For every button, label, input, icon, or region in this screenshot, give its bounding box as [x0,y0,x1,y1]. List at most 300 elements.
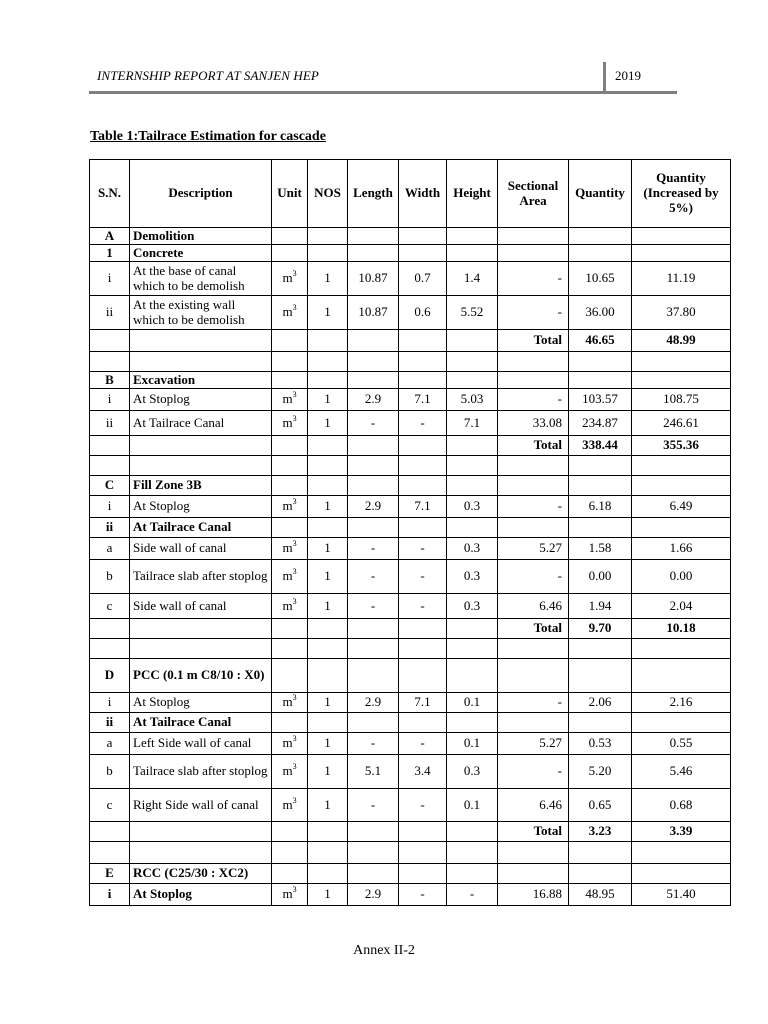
cell-description [130,352,272,372]
cell-description [130,228,272,245]
cell-quantity-increased [632,476,731,496]
cell-description [130,538,272,560]
cell-length-text: - [370,735,376,751]
cell-sectional-area-text: - [557,694,562,710]
cell-unit [272,659,308,693]
cell-description [130,436,272,456]
cell-sectional-area [498,518,569,538]
cell-sn [90,713,130,733]
cell-width [399,755,447,789]
table-row [90,389,731,411]
cell-description-text: At Tailrace Canal [133,714,232,730]
cell-length [348,619,399,639]
cell-sn [90,476,130,496]
cell-width [399,639,447,659]
cell-description-text: Tailrace slab after stoplog [133,763,268,779]
cell-unit [272,842,308,864]
cell-sectional-area [498,884,569,906]
cell-nos-text: 1 [324,540,331,556]
cell-quantity [569,518,632,538]
cell-sn-text: C [104,477,115,493]
cell-quantity-text: 0.00 [588,568,612,584]
table-row [90,864,731,884]
cell-nos [308,538,348,560]
cell-height [447,560,498,594]
column-header-height: Height [447,160,498,228]
cell-height-text: - [469,886,475,902]
cell-sectional-area [498,330,569,352]
cell-sectional-area [498,619,569,639]
cell-width-text: - [420,735,425,751]
cell-unit-text: m [282,414,293,430]
cell-sn-text: E [105,865,114,881]
table-header-row [90,160,731,228]
cell-unit-text: m [282,886,293,902]
unit-superscript: 3 [292,596,297,606]
table-row [90,884,731,906]
cell-unit [272,296,308,330]
cell-quantity-text: 9.70 [588,620,612,636]
cell-height [447,822,498,842]
cell-nos [308,789,348,822]
cell-height [447,436,498,456]
cell-length [348,456,399,476]
cell-nos [308,594,348,619]
cell-nos-text: 1 [324,597,331,613]
cell-length [348,389,399,411]
cell-length [348,842,399,864]
cell-sectional-area-text: Total [533,620,562,636]
cell-quantity-text: 6.18 [588,498,612,514]
column-header-length: Length [348,160,399,228]
cell-sectional-area [498,755,569,789]
cell-nos [308,228,348,245]
cell-unit [272,560,308,594]
cell-unit [272,411,308,436]
cell-quantity-text: 48.95 [585,886,615,902]
cell-sectional-area-text: Total [533,823,562,839]
cell-length [348,411,399,436]
column-header-width: Width [399,160,447,228]
cell-quantity-increased-text: 37.80 [666,304,696,320]
cell-sn [90,456,130,476]
cell-description-text: Right Side wall of canal [133,796,259,812]
cell-sn [90,372,130,389]
table-caption: Table 1:Tailrace Estimation for cascade [90,129,326,144]
cell-height-text: 5.03 [460,391,484,407]
cell-sectional-area [498,411,569,436]
cell-sn [90,884,130,906]
cell-sectional-area-text: Total [533,437,562,453]
cell-description [130,693,272,713]
cell-width-text: - [420,796,425,812]
cell-nos [308,842,348,864]
cell-quantity-text: 234.87 [582,414,618,430]
cell-quantity-increased [632,389,731,411]
cell-nos-text: 1 [324,886,331,902]
cell-width [399,296,447,330]
cell-nos [308,560,348,594]
cell-nos [308,639,348,659]
cell-quantity-increased-text: 2.04 [669,597,693,613]
cell-nos-text: 1 [324,391,331,407]
cell-quantity-increased [632,456,731,476]
cell-quantity [569,594,632,619]
cell-height-text: 1.4 [463,270,481,286]
cell-height [447,733,498,755]
cell-sn-text: B [105,371,114,387]
cell-sn [90,693,130,713]
cell-height [447,713,498,733]
cell-description-text: Concrete [133,244,184,260]
cell-height-text: 0.3 [463,597,481,613]
cell-length [348,755,399,789]
cell-length [348,733,399,755]
cell-sn-text: D [104,667,115,683]
cell-unit-text: m [282,540,293,556]
cell-sectional-area-text: - [557,568,562,584]
cell-quantity-increased [632,352,731,372]
cell-sn [90,619,130,639]
cell-length [348,538,399,560]
cell-height-text: 0.3 [463,540,481,556]
cell-quantity-increased-text: 2.16 [669,694,693,710]
cell-sectional-area [498,352,569,372]
cell-sectional-area [498,389,569,411]
cell-unit [272,755,308,789]
cell-height [447,755,498,789]
cell-description [130,296,272,330]
column-header-nos: NOS [308,160,348,228]
cell-description [130,822,272,842]
table-body [90,228,731,906]
unit-superscript: 3 [292,885,297,895]
cell-sectional-area [498,496,569,518]
cell-quantity-text: 338.44 [582,437,618,453]
cell-nos [308,411,348,436]
cell-sn [90,296,130,330]
cell-nos [308,659,348,693]
cell-quantity-text: 1.94 [588,597,612,613]
cell-quantity [569,733,632,755]
cell-width [399,822,447,842]
cell-length-text: - [370,597,376,613]
cell-sn [90,228,130,245]
cell-quantity [569,538,632,560]
cell-sectional-area [498,789,569,822]
column-header-description: Description [130,160,272,228]
cell-length-text: - [370,414,376,430]
table-row [90,538,731,560]
cell-width [399,560,447,594]
cell-nos [308,296,348,330]
cell-length [348,789,399,822]
cell-sectional-area [498,659,569,693]
cell-nos [308,693,348,713]
cell-unit [272,639,308,659]
cell-quantity-increased [632,659,731,693]
cell-width [399,864,447,884]
cell-quantity [569,693,632,713]
cell-sn-text: 1 [106,244,113,260]
cell-height [447,476,498,496]
column-header-sn: S.N. [90,160,130,228]
spacer-row [90,352,731,372]
cell-description-text: At Tailrace Canal [133,519,232,535]
cell-sn [90,389,130,411]
cell-quantity [569,372,632,389]
cell-width [399,352,447,372]
cell-unit [272,693,308,713]
table-row [90,789,731,822]
cell-width [399,456,447,476]
cell-height [447,245,498,262]
cell-unit [272,330,308,352]
cell-sn [90,733,130,755]
cell-quantity-increased [632,842,731,864]
cell-sectional-area-text: - [557,391,562,407]
cell-height [447,693,498,713]
cell-unit-text: m [282,597,293,613]
cell-width-text: 0.6 [414,304,431,320]
cell-width [399,884,447,906]
cell-quantity-increased [632,372,731,389]
table-row [90,713,731,733]
cell-quantity-increased-text: 48.99 [666,332,696,348]
cell-quantity-increased [632,228,731,245]
cell-sn-text: i [107,694,112,710]
cell-description [130,372,272,389]
cell-quantity [569,713,632,733]
cell-width-text: 0.7 [414,270,431,286]
cell-description [130,594,272,619]
cell-quantity-increased [632,411,731,436]
cell-length [348,864,399,884]
cell-sectional-area-text: 5.27 [539,735,562,751]
cell-description-text: At Stoplog [133,886,192,902]
cell-sn [90,789,130,822]
cell-unit [272,456,308,476]
cell-sn-text: c [106,796,113,812]
cell-width-text: 7.1 [414,391,431,407]
cell-sectional-area [498,560,569,594]
cell-width [399,262,447,296]
total-row [90,330,731,352]
cell-width [399,619,447,639]
cell-length-text: - [370,540,376,556]
cell-nos [308,713,348,733]
cell-sectional-area [498,864,569,884]
cell-quantity-increased-text: 5.46 [669,763,693,779]
cell-sn-text: i [107,270,112,286]
table-row [90,228,731,245]
cell-width-text: - [420,597,425,613]
cell-quantity-text: 1.58 [588,540,612,556]
cell-quantity-increased-text: 246.61 [663,414,699,430]
cell-sectional-area-text: Total [533,332,562,348]
total-row [90,822,731,842]
cell-length [348,884,399,906]
cell-quantity [569,822,632,842]
cell-description-text: At the existing wall which to be demolish [133,296,245,327]
header-rule [89,91,677,94]
cell-quantity-increased [632,864,731,884]
cell-unit [272,822,308,842]
cell-quantity-increased-text: 355.36 [663,437,699,453]
cell-length [348,713,399,733]
cell-quantity-increased [632,693,731,713]
cell-height [447,456,498,476]
cell-height-text: 0.3 [463,763,481,779]
tailrace-estimation-table [89,159,731,906]
cell-sn [90,352,130,372]
cell-sectional-area [498,538,569,560]
cell-quantity [569,864,632,884]
cell-description-text: Side wall of canal [133,540,227,556]
cell-sn-text: b [106,568,113,584]
cell-sn-text: a [106,735,113,751]
cell-quantity-text: 36.00 [585,304,615,320]
unit-superscript: 3 [292,795,297,805]
cell-sn-text: i [107,498,112,514]
cell-unit [272,496,308,518]
cell-sn [90,639,130,659]
cell-unit [272,864,308,884]
cell-description [130,262,272,296]
cell-sectional-area [498,822,569,842]
cell-sn [90,822,130,842]
cell-description [130,733,272,755]
table-row [90,262,731,296]
cell-unit [272,538,308,560]
cell-sn [90,864,130,884]
cell-length [348,372,399,389]
cell-quantity-increased [632,733,731,755]
table-row [90,659,731,693]
cell-width-text: - [420,540,425,556]
cell-quantity-text: 5.20 [588,763,612,779]
table-row [90,560,731,594]
cell-nos-text: 1 [324,735,331,751]
unit-superscript: 3 [292,539,297,549]
cell-height [447,789,498,822]
cell-quantity [569,789,632,822]
cell-quantity [569,436,632,456]
cell-sn [90,330,130,352]
cell-length-text: - [370,796,376,812]
cell-description-text: PCC (0.1 m C8/10 : X0) [133,667,265,683]
cell-sn-text: a [106,540,113,556]
cell-description [130,389,272,411]
cell-unit-text: m [282,498,293,514]
cell-quantity-increased [632,594,731,619]
column-header-quantity: Quantity [569,160,632,228]
cell-width [399,594,447,619]
cell-sectional-area-text: - [557,304,562,320]
cell-length [348,560,399,594]
cell-height [447,296,498,330]
cell-quantity [569,639,632,659]
cell-sectional-area [498,733,569,755]
cell-height [447,594,498,619]
unit-superscript: 3 [292,413,297,423]
unit-superscript: 3 [292,390,297,400]
cell-description [130,245,272,262]
cell-length [348,262,399,296]
cell-quantity-increased [632,436,731,456]
cell-sn [90,538,130,560]
cell-length-text: 2.9 [364,498,382,514]
cell-sectional-area-text: - [557,270,562,286]
cell-height-text: 0.1 [463,735,481,751]
estimation-table-container [89,159,730,906]
cell-sectional-area [498,245,569,262]
cell-quantity-text: 46.65 [585,332,615,348]
cell-sn [90,560,130,594]
cell-width [399,693,447,713]
cell-description [130,518,272,538]
cell-quantity-increased [632,262,731,296]
cell-sn-text: c [106,597,113,613]
cell-quantity-increased [632,822,731,842]
cell-width-text: 3.4 [414,763,431,779]
cell-quantity-increased [632,560,731,594]
cell-sn [90,755,130,789]
cell-nos-text: 1 [324,763,331,779]
cell-height-text: 0.3 [463,498,481,514]
cell-length [348,496,399,518]
cell-height [447,842,498,864]
cell-nos-text: 1 [324,270,331,286]
cell-height-text: 7.1 [463,414,481,430]
running-header-title: INTERNSHIP REPORT AT SANJEN HEP [97,68,319,83]
unit-superscript: 3 [292,497,297,507]
cell-sn-text: b [106,763,113,779]
cell-quantity [569,296,632,330]
cell-sn [90,436,130,456]
cell-quantity-text: 103.57 [582,391,618,407]
cell-quantity [569,245,632,262]
total-row [90,619,731,639]
cell-nos [308,456,348,476]
cell-quantity-increased [632,296,731,330]
cell-sectional-area [498,842,569,864]
cell-quantity [569,476,632,496]
cell-unit-text: m [282,694,293,710]
cell-width [399,496,447,518]
cell-width-text: 7.1 [414,498,431,514]
unit-superscript: 3 [292,693,297,703]
cell-sn [90,518,130,538]
cell-sn [90,659,130,693]
cell-description [130,884,272,906]
cell-description-text: Tailrace slab after stoplog [133,568,268,584]
cell-width [399,228,447,245]
cell-description-text: RCC (C25/30 : XC2) [133,865,249,881]
cell-sn [90,842,130,864]
table-row [90,296,731,330]
cell-quantity [569,228,632,245]
cell-nos [308,822,348,842]
cell-nos [308,245,348,262]
cell-description-text: At Stoplog [133,498,190,514]
cell-nos [308,864,348,884]
cell-height [447,659,498,693]
cell-width [399,518,447,538]
cell-quantity-increased [632,713,731,733]
cell-nos [308,436,348,456]
cell-unit [272,389,308,411]
